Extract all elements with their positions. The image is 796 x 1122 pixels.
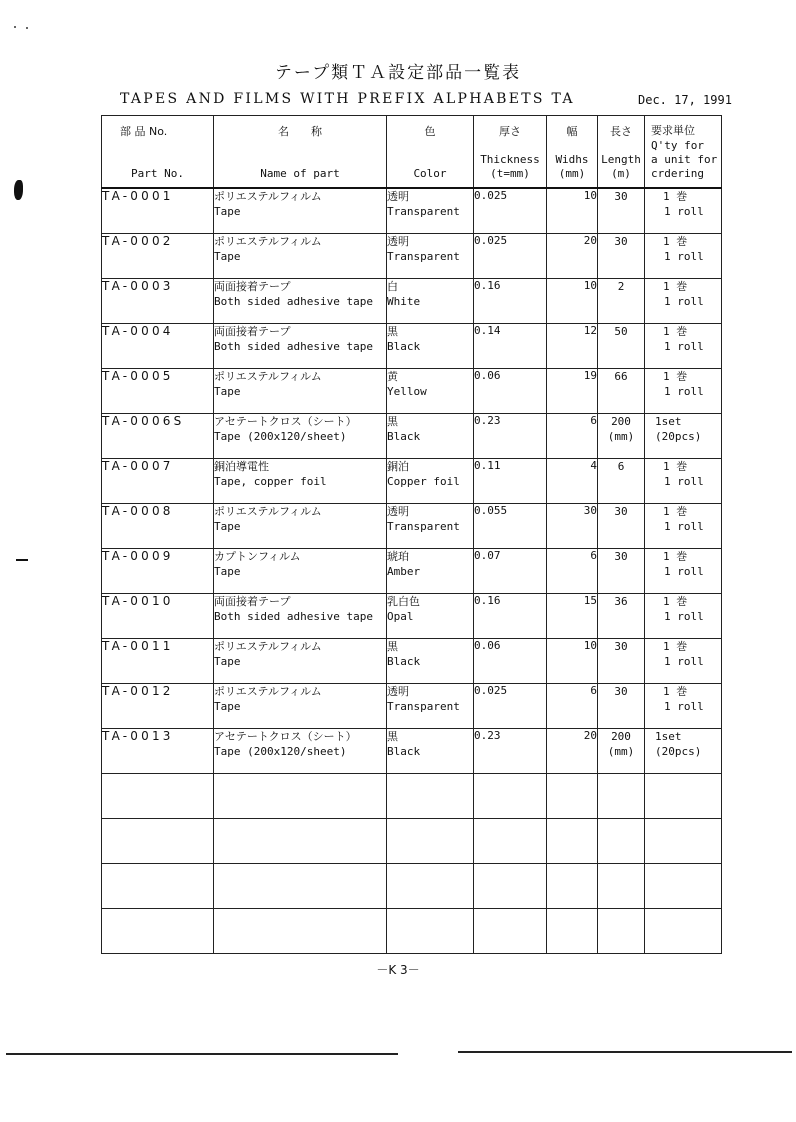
header-width: 幅 Widhs (mm)	[547, 116, 598, 189]
table-row	[102, 413, 722, 458]
thickness-cell: 0.055	[474, 503, 547, 548]
color-cell: 透明 Transparent	[387, 188, 474, 233]
table-row	[102, 188, 722, 233]
table-row	[102, 728, 722, 773]
empty-cell	[598, 908, 645, 953]
name-cell: アセテートクロス（シート） Tape (200x120/sheet)	[214, 728, 387, 773]
length-cell: 2	[598, 278, 645, 323]
color-cell: 透明 Transparent	[387, 233, 474, 278]
length-cell: 30	[598, 188, 645, 233]
part-number-cell: TA-0013	[102, 728, 214, 773]
quantity-cell: 1 巻 1 roll	[645, 233, 722, 278]
table-row	[102, 323, 722, 368]
header-thickness: 厚さ Thickness (t=mm)	[474, 116, 547, 189]
header-length: 長さ Length (m)	[598, 116, 645, 189]
thickness-cell: 0.025	[474, 188, 547, 233]
quantity-cell: 1 巻 1 roll	[645, 683, 722, 728]
thickness-cell: 0.07	[474, 548, 547, 593]
width-cell: 6	[547, 413, 598, 458]
color-cell: 黄 Yellow	[387, 368, 474, 413]
empty-cell	[598, 863, 645, 908]
empty-cell	[645, 818, 722, 863]
table-row	[102, 278, 722, 323]
empty-cell	[547, 773, 598, 818]
width-cell: 20	[547, 728, 598, 773]
empty-cell	[214, 908, 387, 953]
empty-cell	[474, 863, 547, 908]
color-cell: 黒 Black	[387, 413, 474, 458]
table-row	[102, 233, 722, 278]
empty-row	[102, 773, 722, 818]
length-cell: 30	[598, 638, 645, 683]
document-date: Dec. 17, 1991	[638, 93, 732, 107]
empty-row	[102, 863, 722, 908]
width-cell: 6	[547, 683, 598, 728]
empty-cell	[645, 863, 722, 908]
empty-cell	[387, 908, 474, 953]
empty-cell	[474, 908, 547, 953]
thickness-cell: 0.11	[474, 458, 547, 503]
color-cell: 乳白色 Opal	[387, 593, 474, 638]
width-cell: 10	[547, 278, 598, 323]
length-cell: 50	[598, 323, 645, 368]
color-cell: 透明 Transparent	[387, 683, 474, 728]
name-cell: アセテートクロス（シート） Tape (200x120/sheet)	[214, 413, 387, 458]
quantity-cell: 1 巻 1 roll	[645, 503, 722, 548]
length-cell: 36	[598, 593, 645, 638]
header-quantity: 要求単位 Q'ty for a unit for crdering	[645, 116, 722, 189]
width-cell: 15	[547, 593, 598, 638]
empty-cell	[387, 773, 474, 818]
length-cell: 30	[598, 233, 645, 278]
thickness-cell: 0.16	[474, 278, 547, 323]
scan-mark	[16, 559, 28, 561]
length-cell: 30	[598, 503, 645, 548]
part-number-cell: TA-0012	[102, 683, 214, 728]
thickness-cell: 0.14	[474, 323, 547, 368]
width-cell: 19	[547, 368, 598, 413]
quantity-cell: 1 巻 1 roll	[645, 638, 722, 683]
name-cell: カプトンフィルム Tape	[214, 548, 387, 593]
part-number-cell: TA-0004	[102, 323, 214, 368]
scan-mark	[26, 27, 28, 29]
quantity-cell: 1set (20pcs)	[645, 728, 722, 773]
thickness-cell: 0.23	[474, 413, 547, 458]
part-number-cell: TA-0002	[102, 233, 214, 278]
quantity-cell: 1 巻 1 roll	[645, 188, 722, 233]
empty-cell	[214, 863, 387, 908]
quantity-cell: 1 巻 1 roll	[645, 548, 722, 593]
scan-mark	[14, 180, 23, 200]
thickness-cell: 0.025	[474, 683, 547, 728]
table-row	[102, 593, 722, 638]
table-row	[102, 548, 722, 593]
thickness-cell: 0.23	[474, 728, 547, 773]
part-number-cell: TA-0001	[102, 188, 214, 233]
width-cell: 12	[547, 323, 598, 368]
color-cell: 琥珀 Amber	[387, 548, 474, 593]
thickness-cell: 0.06	[474, 368, 547, 413]
name-cell: ポリエステルフィルム Tape	[214, 503, 387, 548]
empty-cell	[102, 773, 214, 818]
name-cell: 両面接着テープ Both sided adhesive tape	[214, 323, 387, 368]
name-cell: 両面接着テープ Both sided adhesive tape	[214, 593, 387, 638]
quantity-cell: 1 巻 1 roll	[645, 278, 722, 323]
empty-cell	[102, 863, 214, 908]
empty-cell	[474, 773, 547, 818]
table-row	[102, 458, 722, 503]
name-cell: ポリエステルフィルム Tape	[214, 188, 387, 233]
name-cell: 両面接着テープ Both sided adhesive tape	[214, 278, 387, 323]
empty-cell	[214, 818, 387, 863]
header-color: 色 Color	[387, 116, 474, 189]
empty-cell	[547, 863, 598, 908]
part-number-cell: TA-0009	[102, 548, 214, 593]
table-row	[102, 368, 722, 413]
thickness-cell: 0.16	[474, 593, 547, 638]
empty-cell	[547, 818, 598, 863]
color-cell: 黒 Black	[387, 638, 474, 683]
width-cell: 10	[547, 188, 598, 233]
part-number-cell: TA-0007	[102, 458, 214, 503]
width-cell: 20	[547, 233, 598, 278]
footer-rule-left	[6, 1053, 398, 1055]
scan-mark	[14, 26, 16, 28]
empty-cell	[598, 818, 645, 863]
empty-cell	[102, 818, 214, 863]
color-cell: 銅泊 Copper foil	[387, 458, 474, 503]
name-cell: 銅泊導電性 Tape, copper foil	[214, 458, 387, 503]
empty-cell	[645, 773, 722, 818]
color-cell: 黒 Black	[387, 323, 474, 368]
header-name: 名 称 Name of part	[214, 116, 387, 189]
quantity-cell: 1 巻 1 roll	[645, 593, 722, 638]
part-number-cell: TA-0010	[102, 593, 214, 638]
part-number-cell: TA-0005	[102, 368, 214, 413]
empty-cell	[645, 908, 722, 953]
thickness-cell: 0.06	[474, 638, 547, 683]
color-cell: 黒 Black	[387, 728, 474, 773]
length-cell: 30	[598, 548, 645, 593]
length-cell: 200 (mm)	[598, 728, 645, 773]
quantity-cell: 1 巻 1 roll	[645, 323, 722, 368]
quantity-cell: 1 巻 1 roll	[645, 458, 722, 503]
part-number-cell: TA-0003	[102, 278, 214, 323]
empty-cell	[214, 773, 387, 818]
length-cell: 200 (mm)	[598, 413, 645, 458]
width-cell: 4	[547, 458, 598, 503]
name-cell: ポリエステルフィルム Tape	[214, 368, 387, 413]
name-cell: ポリエステルフィルム Tape	[214, 233, 387, 278]
width-cell: 30	[547, 503, 598, 548]
empty-cell	[387, 863, 474, 908]
empty-cell	[547, 908, 598, 953]
color-cell: 透明 Transparent	[387, 503, 474, 548]
parts-table	[101, 115, 722, 954]
name-cell: ポリエステルフィルム Tape	[214, 638, 387, 683]
empty-cell	[387, 818, 474, 863]
color-cell: 白 White	[387, 278, 474, 323]
thickness-cell: 0.025	[474, 233, 547, 278]
part-number-cell: TA-0006S	[102, 413, 214, 458]
part-number-cell: TA-0011	[102, 638, 214, 683]
part-number-cell: TA-0008	[102, 503, 214, 548]
quantity-cell: 1 巻 1 roll	[645, 368, 722, 413]
page-title-english: TAPES AND FILMS WITH PREFIX ALPHABETS TA	[120, 91, 575, 107]
empty-cell	[474, 818, 547, 863]
table-row	[102, 638, 722, 683]
width-cell: 10	[547, 638, 598, 683]
empty-row	[102, 818, 722, 863]
footer-rule-right	[458, 1051, 792, 1053]
table-row	[102, 683, 722, 728]
empty-row	[102, 908, 722, 953]
length-cell: 30	[598, 683, 645, 728]
quantity-cell: 1set (20pcs)	[645, 413, 722, 458]
empty-cell	[598, 773, 645, 818]
page-number: －K 3－	[376, 963, 420, 977]
table-row	[102, 503, 722, 548]
table-header-row	[102, 116, 722, 189]
width-cell: 6	[547, 548, 598, 593]
length-cell: 6	[598, 458, 645, 503]
header-part-no: 部 品 No. Part No.	[102, 116, 214, 189]
length-cell: 66	[598, 368, 645, 413]
name-cell: ポリエステルフィルム Tape	[214, 683, 387, 728]
page-title-japanese: テープ類ＴＡ設定部品一覧表	[274, 63, 522, 83]
empty-cell	[102, 908, 214, 953]
